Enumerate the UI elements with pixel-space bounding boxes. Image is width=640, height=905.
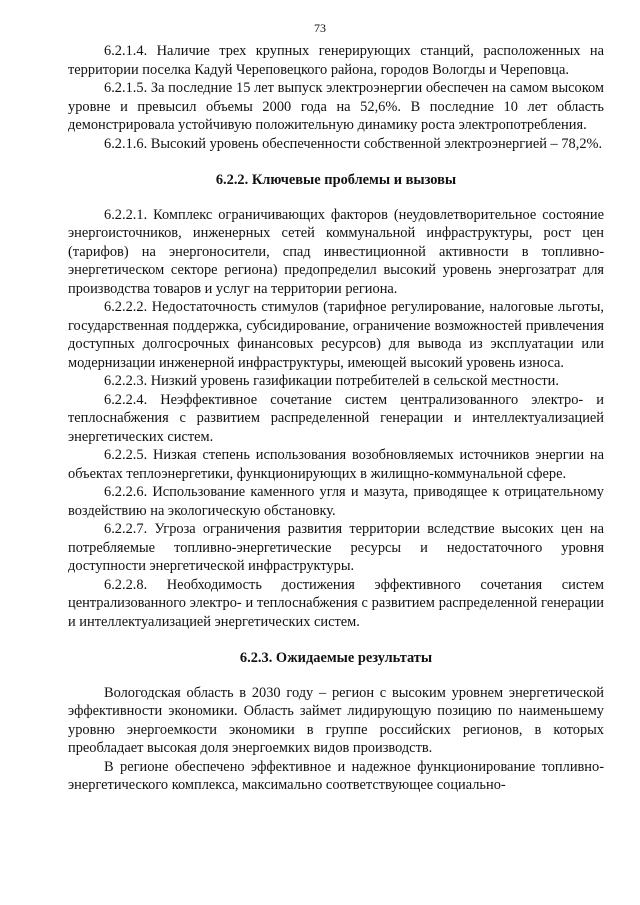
paragraph-6-2-2-7: 6.2.2.7. Угроза ограничения развития территории вследствие высоких цен на потребляемые топливно-энергетические ресурсы и недостаточного уровня доступности энергетической инфраструктуры.: [68, 521, 604, 574]
paragraph-6-2-2-6: 6.2.2.6. Использование каменного угля и мазута, приводящее к отрицательному воздействию на экологическую обстановку.: [68, 484, 604, 519]
paragraph-6-2-2-4: 6.2.2.4. Неэффективное сочетание систем централизованного электро- и теплоснабжения с развитием распределенной генерации и интеллектуализацией энергетических систем.: [68, 391, 604, 445]
document-body: [68, 42, 604, 795]
paragraph-6-2-1-4: 6.2.1.4. Наличие трех крупных генерирующих станций, расположенных на территории поселка Кадуй Череповецкого района, городов Вологды и Череповца.: [68, 43, 604, 78]
page-number: 73: [314, 21, 326, 35]
spacer: [68, 631, 604, 649]
paragraph-6-2-2-1: 6.2.2.1. Комплекс ограничивающих факторов (неудовлетворительное состояние энергоисточников, инженерных сетей коммунальной инфраструктуры, рост цен (тарифов) на энергоносители, спад инвестиционной активности в топливно-энергетическом секторе региона) предопределил высокий уровень энергозатрат для производства товаров и услуг на территории региона.: [68, 206, 604, 297]
paragraph-6-2-2-3: 6.2.2.3. Низкий уровень газификации потребителей в сельской местности.: [104, 373, 559, 389]
section-heading-6-2-3: 6.2.3. Ожидаемые результаты: [239, 650, 433, 666]
paragraph-expected-results-1: Вологодская область в 2030 году – регион с высоким уровнем энергетической эффективности экономики. Область займет лидирующую позицию по наименьшему уровню энергоемкости экономики в группе российских регионов, в которых преобладает высокая доля энергоемких видов производств.: [68, 684, 604, 756]
paragraph-6-2-2-2: 6.2.2.2. Недостаточность стимулов (тарифное регулирование, налоговые льготы, государственная поддержка, субсидирование, ограничение возможностей привлечения доступных долгосрочных финансовых ресурсов) для вывода из эксплуатации или модернизации инженерной инфраструктуры, имеющей высокий уровень износа.: [68, 299, 604, 371]
spacer: [68, 190, 604, 206]
paragraph-expected-results-2: В регионе обеспечено эффективное и надежное функционирование топливно-энергетического комплекса, максимально соответствующее социально-: [68, 758, 604, 793]
paragraph-6-2-1-6: 6.2.1.6. Высокий уровень обеспеченности собственной электроэнергией – 78,2%.: [104, 135, 603, 152]
section-heading-6-2-2: 6.2.2. Ключевые проблемы и вызовы: [215, 172, 457, 188]
paragraph-6-2-2-5: 6.2.2.5. Низкая степень использования возобновляемых источников энергии на объектах теплоэнергетики, функционирующих в жилищно-коммунальной сфере.: [68, 447, 604, 482]
paragraph-6-2-1-5: 6.2.1.5. За последние 15 лет выпуск электроэнергии обеспечен на самом высоком уровне и превысил объемы 2000 года на 52,6%. В последние 10 лет область демонстрировала устойчивую положительную динамику роста электропотребления.: [68, 80, 604, 133]
paragraph-6-2-2-8: 6.2.2.8. Необходимость достижения эффективного сочетания систем централизованного электро- и теплоснабжения с развитием распределенной генерации и интеллектуализацией энергетических систем.: [68, 576, 604, 630]
spacer: [68, 668, 604, 684]
spacer: [68, 153, 604, 171]
